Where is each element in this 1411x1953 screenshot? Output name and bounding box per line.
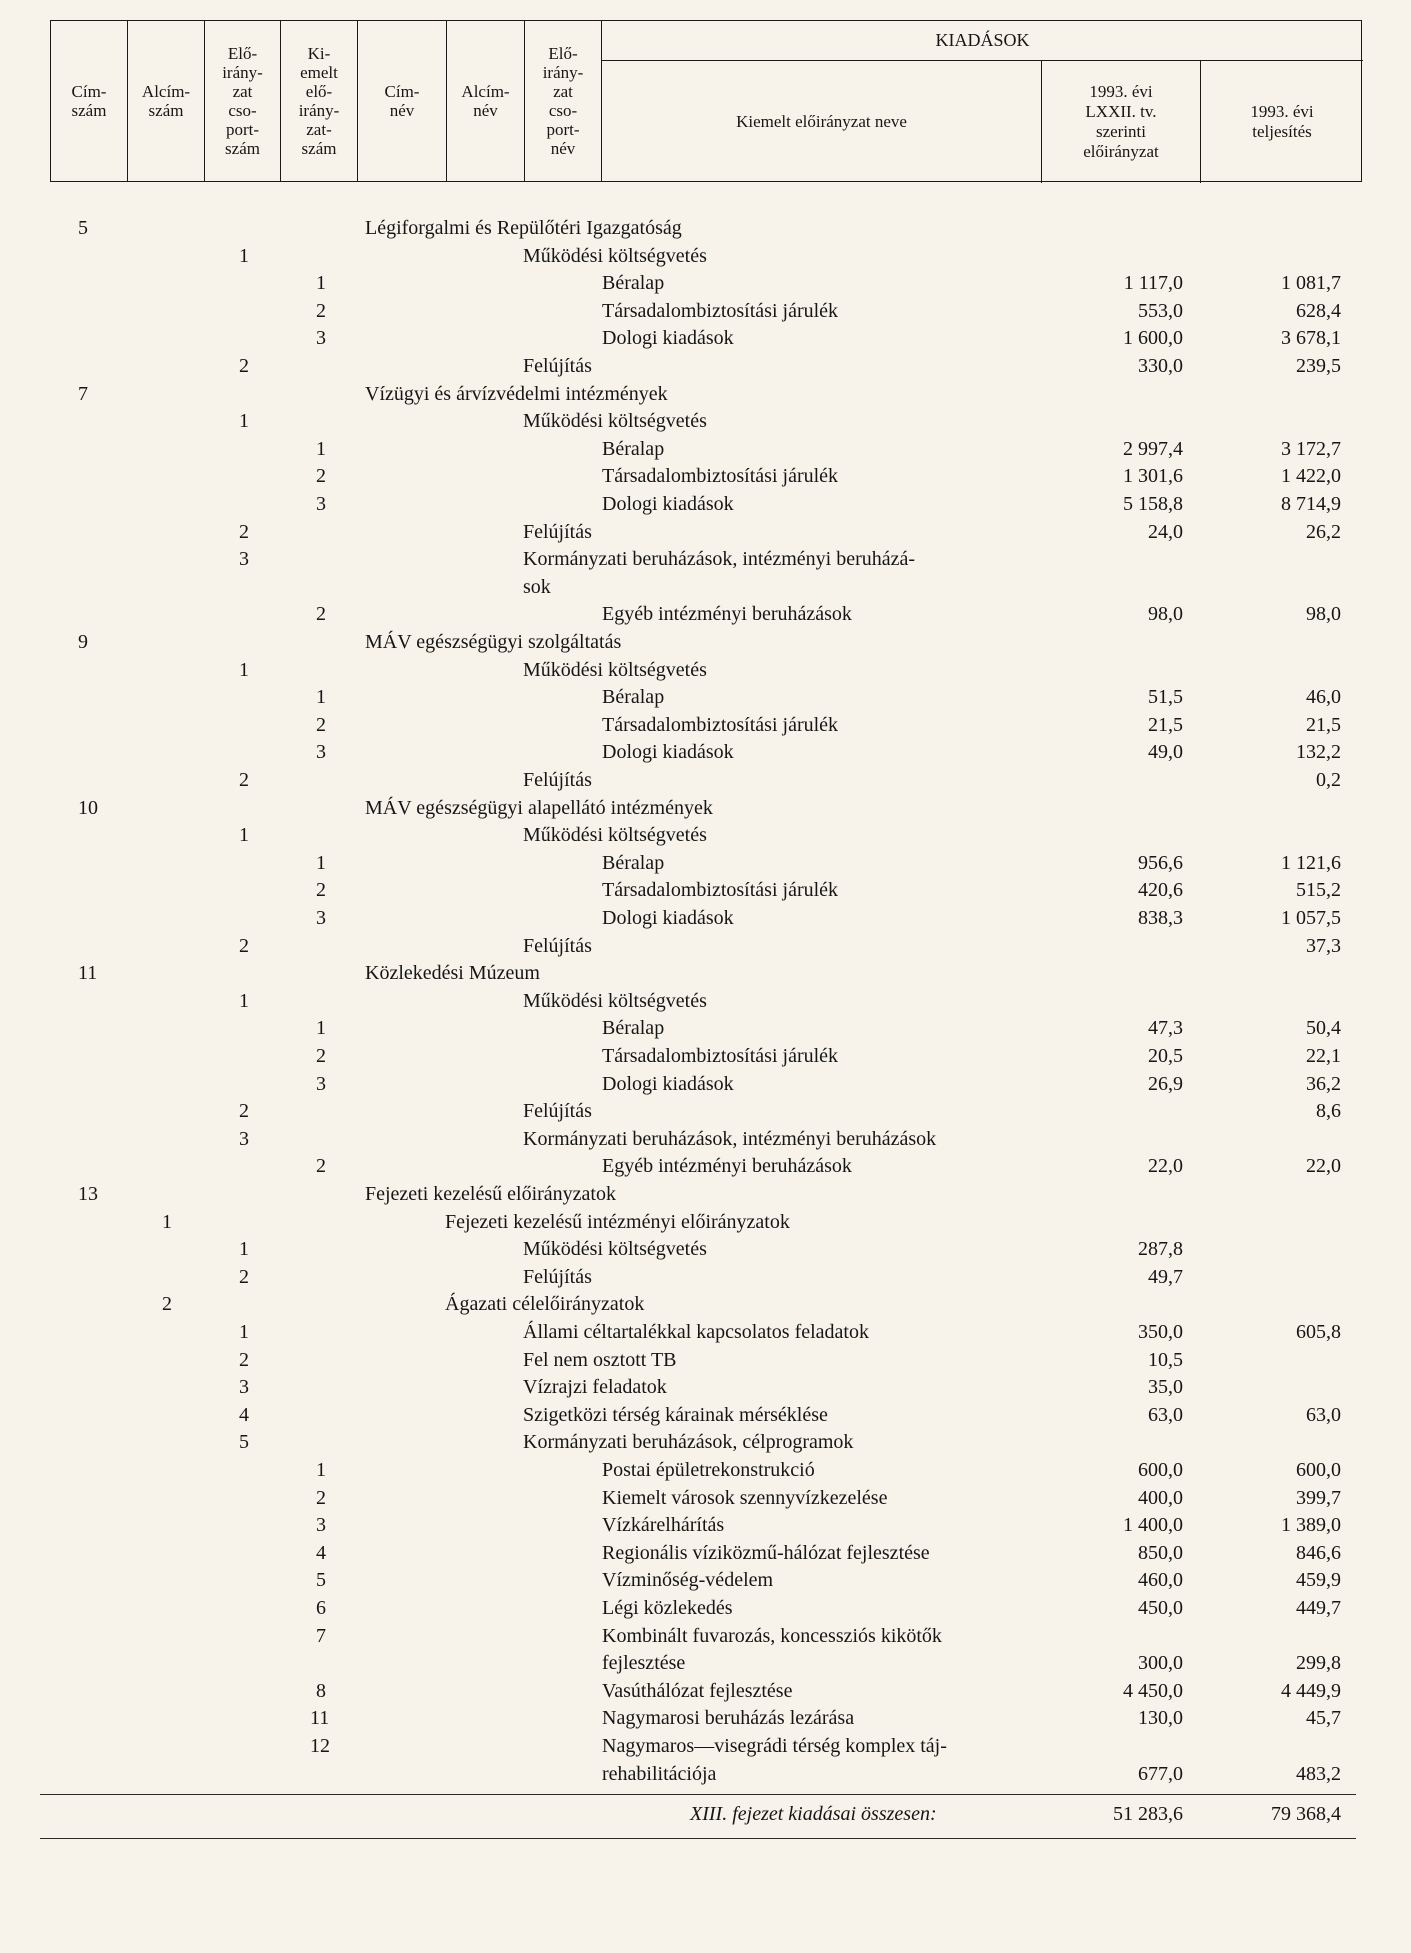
eloiranyzat-csoport-szam-cell: 2 xyxy=(239,1100,249,1123)
row-name-cell: Kormányzati beruházások, intézményi beruházások xyxy=(523,1127,937,1150)
kiemelt-eloiranyzat-szam-cell: 12 xyxy=(310,1735,330,1757)
row-name-cell: Béralap xyxy=(602,272,665,295)
teljesites-value-cell: 1 422,0 xyxy=(1281,465,1341,488)
teljesites-value-cell: 239,5 xyxy=(1296,355,1341,377)
eloiranyzat-value-cell: 1 400,0 xyxy=(1123,1514,1183,1537)
row-name-cell: Regionális víziközmű-hálózat fejlesztése xyxy=(602,1541,930,1564)
table-row xyxy=(0,1540,1411,1567)
cim-szam-cell: 10 xyxy=(78,796,98,819)
eloiranyzat-value-cell: 5 158,8 xyxy=(1123,493,1183,515)
table-row xyxy=(0,1595,1411,1622)
eloiranyzat-value-cell: 850,0 xyxy=(1138,1541,1183,1564)
teljesites-value-cell: 3 678,1 xyxy=(1281,327,1341,350)
total-top-rule xyxy=(40,1794,1356,1795)
row-name-cell: rehabilitációja xyxy=(602,1762,717,1785)
table-row xyxy=(0,1485,1411,1512)
eloiranyzat-csoport-szam-cell: 1 xyxy=(239,658,249,681)
teljesites-value-cell: 605,8 xyxy=(1296,1321,1341,1343)
eloiranyzat-csoport-szam-cell: 2 xyxy=(239,769,249,791)
alcim-szam-cell: 1 xyxy=(162,1210,172,1233)
table-row xyxy=(0,877,1411,904)
row-name-cell: Fejezeti kezelésű intézményi előirányzatok xyxy=(445,1210,790,1233)
kiemelt-eloiranyzat-szam-cell: 1 xyxy=(316,686,326,709)
table-row xyxy=(0,1402,1411,1429)
kiemelt-eloiranyzat-szam-cell: 3 xyxy=(316,907,326,929)
eloiranyzat-csoport-szam-cell: 2 xyxy=(239,520,249,543)
table-row xyxy=(0,1015,1411,1042)
eloiranyzat-value-cell: 553,0 xyxy=(1138,299,1183,322)
cim-szam-cell: 13 xyxy=(78,1183,98,1205)
table-row xyxy=(0,1623,1411,1650)
eloiranyzat-value-cell: 130,0 xyxy=(1138,1707,1183,1730)
row-name-cell: MÁV egészségügyi alapellátó intézmények xyxy=(365,796,713,819)
eloiranyzat-value-cell: 1 301,6 xyxy=(1123,465,1183,488)
eloiranyzat-csoport-szam-cell: 3 xyxy=(239,548,249,571)
row-name-cell: Társadalombiztosítási járulék xyxy=(602,1045,839,1067)
table-row xyxy=(0,408,1411,435)
eloiranyzat-value-cell: 450,0 xyxy=(1138,1597,1183,1619)
table-row xyxy=(0,822,1411,849)
row-name-cell: Dologi kiadások xyxy=(602,907,734,929)
eloiranyzat-csoport-szam-cell: 2 xyxy=(239,934,249,957)
row-name-cell: Vízminőség-védelem xyxy=(602,1569,774,1592)
table-row xyxy=(0,712,1411,739)
kiemelt-eloiranyzat-szam-cell: 2 xyxy=(316,1486,326,1509)
row-name-cell: Légi közlekedés xyxy=(602,1597,733,1619)
table-row xyxy=(0,1098,1411,1125)
eloiranyzat-csoport-szam-cell: 5 xyxy=(239,1431,249,1454)
table-row xyxy=(0,1761,1411,1788)
kiemelt-eloiranyzat-szam-cell: 3 xyxy=(316,1514,326,1537)
teljesites-value-cell: 1 057,5 xyxy=(1281,907,1341,929)
row-name-cell: Nagymarosi beruházás lezárása xyxy=(602,1707,855,1730)
cim-szam-cell: 11 xyxy=(78,962,98,985)
eloiranyzat-value-cell: 2 997,4 xyxy=(1123,437,1183,460)
table-row xyxy=(0,1374,1411,1401)
teljesites-value-cell: 459,9 xyxy=(1296,1569,1341,1592)
eloiranyzat-value-cell: 51,5 xyxy=(1148,686,1183,709)
table-row xyxy=(0,1678,1411,1705)
teljesites-value-cell: 846,6 xyxy=(1296,1541,1341,1564)
eloiranyzat-csoport-szam-cell: 2 xyxy=(239,355,249,377)
row-name-cell: Felújítás xyxy=(523,934,592,957)
table-row xyxy=(0,491,1411,518)
kiemelt-eloiranyzat-szam-cell: 3 xyxy=(316,493,326,515)
row-name-cell: Működési költségvetés xyxy=(523,658,707,681)
eloiranyzat-value-cell: 26,9 xyxy=(1148,1072,1183,1095)
cim-szam-cell: 7 xyxy=(78,382,88,405)
row-name-cell: Egyéb intézményi beruházások xyxy=(602,603,852,626)
row-name-cell: Béralap xyxy=(602,851,665,874)
table-row xyxy=(0,1126,1411,1153)
row-name-cell: Állami céltartalékkal kapcsolatos feladatok xyxy=(523,1321,869,1343)
eloiranyzat-value-cell: 24,0 xyxy=(1148,520,1183,543)
table-row xyxy=(0,1512,1411,1539)
kiemelt-eloiranyzat-szam-cell: 3 xyxy=(316,741,326,764)
row-name-cell: Ágazati célelőirányzatok xyxy=(445,1293,645,1316)
teljesites-value-cell: 1 081,7 xyxy=(1281,272,1341,295)
header-kiemelt-eloiranyzat-szam: Ki- emelt elő- irány- zat- szám xyxy=(281,21,358,181)
eloiranyzat-csoport-szam-cell: 1 xyxy=(239,244,249,267)
teljesites-value-cell: 63,0 xyxy=(1306,1403,1341,1426)
eloiranyzat-value-cell: 49,0 xyxy=(1148,741,1183,764)
table-row xyxy=(0,463,1411,490)
eloiranyzat-value-cell: 49,7 xyxy=(1148,1265,1183,1288)
table-row xyxy=(0,960,1411,987)
teljesites-value-cell: 22,1 xyxy=(1306,1045,1341,1067)
table-row xyxy=(0,767,1411,794)
teljesites-value-cell: 628,4 xyxy=(1296,299,1341,322)
table-row xyxy=(0,795,1411,822)
teljesites-value-cell: 0,2 xyxy=(1316,769,1341,791)
eloiranyzat-csoport-szam-cell: 4 xyxy=(239,1403,249,1426)
eloiranyzat-value-cell: 1 117,0 xyxy=(1123,272,1183,295)
kiemelt-eloiranyzat-szam-cell: 7 xyxy=(316,1624,326,1647)
eloiranyzat-value-cell: 10,5 xyxy=(1148,1348,1183,1371)
table-row xyxy=(0,1457,1411,1484)
kiemelt-eloiranyzat-szam-cell: 1 xyxy=(316,1017,326,1040)
eloiranyzat-value-cell: 350,0 xyxy=(1138,1321,1183,1343)
teljesites-value-cell: 299,8 xyxy=(1296,1652,1341,1675)
row-name-cell: Légiforgalmi és Repülőtéri Igazgatóság xyxy=(365,217,682,239)
table-row xyxy=(0,546,1411,573)
row-name-cell: Felújítás xyxy=(523,520,592,543)
row-name-cell: Nagymaros—visegrádi térség komplex táj- xyxy=(602,1735,947,1757)
table-row xyxy=(0,1209,1411,1236)
header-eloiranyzat-csoport-nev: Elő- irány- zat cso- port- név xyxy=(525,21,602,181)
header-cim-nev: Cím- név xyxy=(358,21,447,181)
teljesites-value-cell: 46,0 xyxy=(1306,686,1341,709)
teljesites-value-cell: 483,2 xyxy=(1296,1762,1341,1785)
eloiranyzat-value-cell: 1 600,0 xyxy=(1123,327,1183,350)
table-row xyxy=(0,1347,1411,1374)
total-eloiranyzat-value: 51 283,6 xyxy=(1113,1803,1183,1825)
row-name-cell: Működési költségvetés xyxy=(523,824,707,847)
table-row xyxy=(0,850,1411,877)
row-name-cell: Vízügyi és árvízvédelmi intézmények xyxy=(365,382,668,405)
eloiranyzat-value-cell: 4 450,0 xyxy=(1123,1679,1183,1702)
teljesites-value-cell: 8,6 xyxy=(1316,1100,1341,1123)
eloiranyzat-value-cell: 956,6 xyxy=(1138,851,1183,874)
row-name-cell: Fel nem osztott TB xyxy=(523,1348,677,1371)
eloiranyzat-csoport-szam-cell: 1 xyxy=(239,1238,249,1261)
row-name-cell: Működési költségvetés xyxy=(523,1238,707,1261)
table-row xyxy=(0,298,1411,325)
table-row xyxy=(0,574,1411,601)
eloiranyzat-value-cell: 287,8 xyxy=(1138,1238,1183,1261)
kiemelt-eloiranyzat-szam-cell: 5 xyxy=(316,1569,326,1592)
row-name-cell: Társadalombiztosítási járulék xyxy=(602,879,839,902)
table-row xyxy=(0,988,1411,1015)
kiemelt-eloiranyzat-szam-cell: 2 xyxy=(316,603,326,626)
teljesites-value-cell: 26,2 xyxy=(1306,520,1341,543)
header-eloiranyzat-1993: 1993. évi LXXII. tv. szerinti előirányzat xyxy=(1042,61,1201,183)
table-row xyxy=(0,1650,1411,1677)
table-row xyxy=(0,684,1411,711)
header-alcim-szam: Alcím- szám xyxy=(128,21,205,181)
cim-szam-cell: 5 xyxy=(78,217,88,239)
table-row xyxy=(0,1705,1411,1732)
eloiranyzat-value-cell: 420,6 xyxy=(1138,879,1183,902)
total-bottom-rule xyxy=(40,1838,1356,1839)
row-name-cell: Felújítás xyxy=(523,355,592,377)
header-eloiranyzat-csoport-szam: Elő- irány- zat cso- port- szám xyxy=(205,21,281,181)
alcim-szam-cell: 2 xyxy=(162,1293,172,1316)
table-row xyxy=(0,739,1411,766)
table-row xyxy=(0,381,1411,408)
kiemelt-eloiranyzat-szam-cell: 6 xyxy=(316,1597,326,1619)
row-name-cell: Dologi kiadások xyxy=(602,493,734,515)
table-row xyxy=(0,1181,1411,1208)
kiemelt-eloiranyzat-szam-cell: 2 xyxy=(316,879,326,902)
teljesites-value-cell: 132,2 xyxy=(1296,741,1341,764)
row-name-cell: Társadalombiztosítási járulék xyxy=(602,299,839,322)
row-name-cell: Vízkárelhárítás xyxy=(602,1514,725,1537)
eloiranyzat-value-cell: 838,3 xyxy=(1138,907,1183,929)
teljesites-value-cell: 22,0 xyxy=(1306,1155,1341,1178)
row-name-cell: fejlesztése xyxy=(602,1652,686,1675)
eloiranyzat-value-cell: 21,5 xyxy=(1148,713,1183,736)
eloiranyzat-value-cell: 400,0 xyxy=(1138,1486,1183,1509)
kiemelt-eloiranyzat-szam-cell: 2 xyxy=(316,1045,326,1067)
header-cim-szam: Cím- szám xyxy=(51,21,128,181)
eloiranyzat-csoport-szam-cell: 1 xyxy=(239,824,249,847)
row-name-cell: Kiemelt városok szennyvízkezelése xyxy=(602,1486,888,1509)
eloiranyzat-value-cell: 63,0 xyxy=(1148,1403,1183,1426)
row-name-cell: Béralap xyxy=(602,686,665,709)
eloiranyzat-csoport-szam-cell: 1 xyxy=(239,1321,249,1343)
row-name-cell: Társadalombiztosítási járulék xyxy=(602,713,839,736)
header-kiemelt-eloiranyzat-neve: Kiemelt előirányzat neve xyxy=(602,61,1042,183)
eloiranyzat-csoport-szam-cell: 2 xyxy=(239,1265,249,1288)
eloiranyzat-value-cell: 460,0 xyxy=(1138,1569,1183,1592)
row-name-cell: Felújítás xyxy=(523,1100,592,1123)
kiemelt-eloiranyzat-szam-cell: 1 xyxy=(316,437,326,460)
eloiranyzat-value-cell: 47,3 xyxy=(1148,1017,1183,1040)
row-name-cell: Vízrajzi feladatok xyxy=(523,1376,667,1399)
kiemelt-eloiranyzat-szam-cell: 2 xyxy=(316,465,326,488)
eloiranyzat-value-cell: 22,0 xyxy=(1148,1155,1183,1178)
cim-szam-cell: 9 xyxy=(78,631,88,653)
table-row xyxy=(0,215,1411,242)
table-row xyxy=(0,629,1411,656)
kiemelt-eloiranyzat-szam-cell: 4 xyxy=(316,1541,326,1564)
row-name-cell: Működési költségvetés xyxy=(523,989,707,1012)
table-row xyxy=(0,933,1411,960)
teljesites-value-cell: 600,0 xyxy=(1296,1459,1341,1481)
teljesites-value-cell: 515,2 xyxy=(1296,879,1341,902)
table-row xyxy=(0,1733,1411,1760)
row-name-cell: Béralap xyxy=(602,437,665,460)
teljesites-value-cell: 3 172,7 xyxy=(1281,437,1341,460)
row-name-cell: Fejezeti kezelésű előirányzatok xyxy=(365,1183,616,1205)
kiemelt-eloiranyzat-szam-cell: 3 xyxy=(316,327,326,350)
table-row xyxy=(0,1043,1411,1070)
table-row xyxy=(0,657,1411,684)
eloiranyzat-value-cell: 98,0 xyxy=(1148,603,1183,626)
total-label: XIII. fejezet kiadásai összesen: xyxy=(690,1803,937,1825)
teljesites-value-cell: 36,2 xyxy=(1306,1072,1341,1095)
kiemelt-eloiranyzat-szam-cell: 1 xyxy=(316,851,326,874)
table-row xyxy=(0,1319,1411,1346)
teljesites-value-cell: 1 121,6 xyxy=(1281,851,1341,874)
table-row xyxy=(0,1071,1411,1098)
eloiranyzat-csoport-szam-cell: 3 xyxy=(239,1376,249,1399)
header-kiadasok: KIADÁSOK xyxy=(602,21,1363,61)
table-row xyxy=(0,353,1411,380)
kiemelt-eloiranyzat-szam-cell: 11 xyxy=(310,1707,330,1730)
teljesites-value-cell: 45,7 xyxy=(1306,1707,1341,1730)
kiemelt-eloiranyzat-szam-cell: 8 xyxy=(316,1679,326,1702)
eloiranyzat-csoport-szam-cell: 3 xyxy=(239,1127,249,1150)
table-row xyxy=(0,1291,1411,1318)
table-row xyxy=(0,905,1411,932)
kiemelt-eloiranyzat-szam-cell: 3 xyxy=(316,1072,326,1095)
eloiranyzat-value-cell: 330,0 xyxy=(1138,355,1183,377)
kiemelt-eloiranyzat-szam-cell: 2 xyxy=(316,713,326,736)
table-row xyxy=(0,1236,1411,1263)
kiemelt-eloiranyzat-szam-cell: 1 xyxy=(316,1459,326,1481)
row-name-cell: Közlekedési Múzeum xyxy=(365,962,540,985)
row-name-cell: Működési költségvetés xyxy=(523,410,707,433)
header-alcim-nev: Alcím- név xyxy=(447,21,525,181)
kiemelt-eloiranyzat-szam-cell: 1 xyxy=(316,272,326,295)
kiemelt-eloiranyzat-szam-cell: 2 xyxy=(316,1155,326,1178)
teljesites-value-cell: 98,0 xyxy=(1306,603,1341,626)
teljesites-value-cell: 449,7 xyxy=(1296,1597,1341,1619)
row-name-cell: Működési költségvetés xyxy=(523,244,707,267)
row-name-cell: Dologi kiadások xyxy=(602,1072,734,1095)
table-row xyxy=(0,601,1411,628)
eloiranyzat-value-cell: 300,0 xyxy=(1138,1652,1183,1675)
table-row xyxy=(0,1429,1411,1456)
teljesites-value-cell: 8 714,9 xyxy=(1281,493,1341,515)
eloiranyzat-csoport-szam-cell: 1 xyxy=(239,410,249,433)
row-name-cell: Béralap xyxy=(602,1017,665,1040)
row-name-cell: Dologi kiadások xyxy=(602,741,734,764)
row-name-cell: Kormányzati beruházások, intézményi beruházá- xyxy=(523,548,916,571)
row-name-cell: Felújítás xyxy=(523,1265,592,1288)
row-name-cell: Kombinált fuvarozás, koncessziós kikötők xyxy=(602,1624,942,1647)
eloiranyzat-csoport-szam-cell: 1 xyxy=(239,989,249,1012)
eloiranyzat-value-cell: 35,0 xyxy=(1148,1376,1183,1399)
teljesites-value-cell: 21,5 xyxy=(1306,713,1341,736)
row-name-cell: Egyéb intézményi beruházások xyxy=(602,1155,852,1178)
teljesites-value-cell: 399,7 xyxy=(1296,1486,1341,1509)
table-row xyxy=(0,243,1411,270)
row-name-cell: Kormányzati beruházások, célprogramok xyxy=(523,1431,854,1454)
eloiranyzat-value-cell: 20,5 xyxy=(1148,1045,1183,1067)
teljesites-value-cell: 1 389,0 xyxy=(1281,1514,1341,1537)
table-row xyxy=(0,436,1411,463)
teljesites-value-cell: 4 449,9 xyxy=(1281,1679,1341,1702)
row-name-cell: sok xyxy=(523,575,551,598)
eloiranyzat-value-cell: 677,0 xyxy=(1138,1762,1183,1785)
row-name-cell: Társadalombiztosítási járulék xyxy=(602,465,839,488)
row-name-cell: Vasúthálózat fejlesztése xyxy=(602,1679,793,1702)
eloiranyzat-value-cell: 600,0 xyxy=(1138,1459,1183,1481)
kiemelt-eloiranyzat-szam-cell: 2 xyxy=(316,299,326,322)
row-name-cell: Felújítás xyxy=(523,769,592,791)
table-row xyxy=(0,270,1411,297)
table-row xyxy=(0,1567,1411,1594)
row-name-cell: Dologi kiadások xyxy=(602,327,734,350)
row-name-cell: MÁV egészségügyi szolgáltatás xyxy=(365,631,622,653)
total-teljesites-value: 79 368,4 xyxy=(1271,1803,1341,1825)
row-name-cell: Szigetközi térség kárainak mérséklése xyxy=(523,1403,828,1426)
table-row xyxy=(0,325,1411,352)
teljesites-value-cell: 50,4 xyxy=(1306,1017,1341,1040)
header-teljesites-1993: 1993. évi teljesítés xyxy=(1250,102,1314,141)
table-row xyxy=(0,1153,1411,1180)
teljesites-value-cell: 37,3 xyxy=(1306,934,1341,957)
table-row xyxy=(0,519,1411,546)
row-name-cell: Postai épületrekonstrukció xyxy=(602,1459,815,1481)
table-row xyxy=(0,1264,1411,1291)
eloiranyzat-csoport-szam-cell: 2 xyxy=(239,1348,249,1371)
